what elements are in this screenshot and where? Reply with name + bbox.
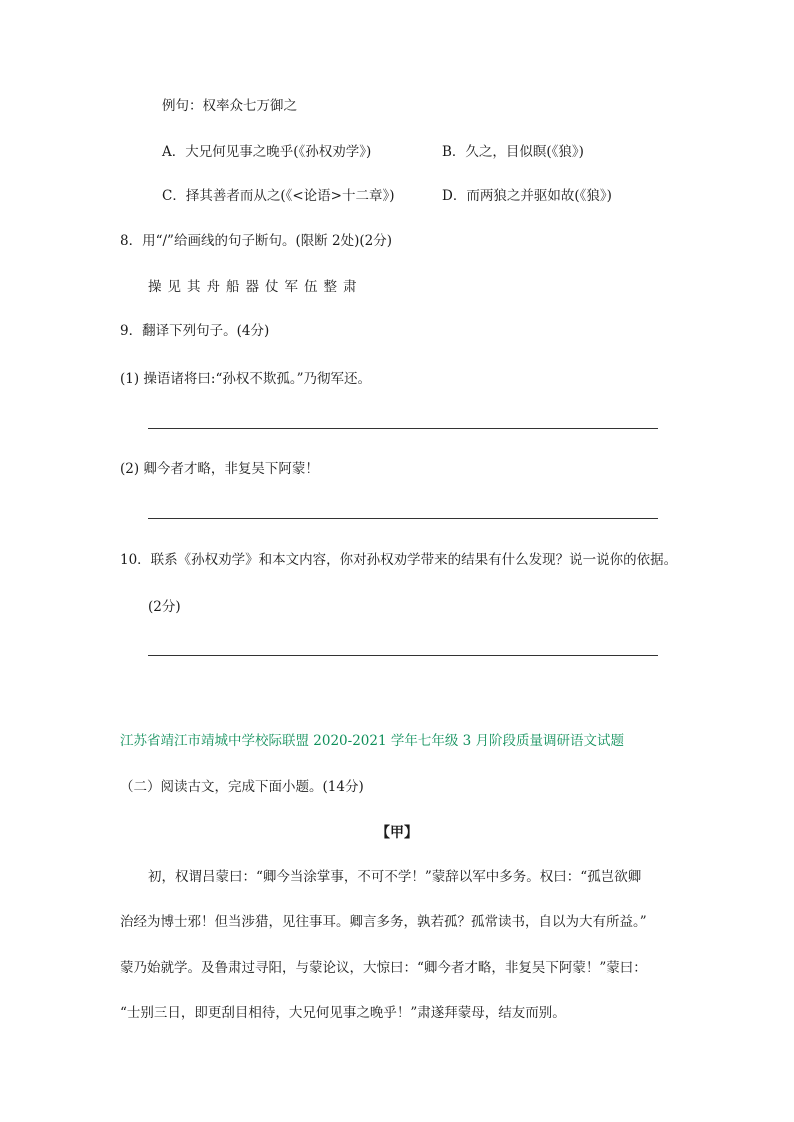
answer-line-3[interactable] <box>148 655 658 656</box>
q7-option-a: A．大兄何见事之晚乎(《孙权劝学》) <box>162 144 372 160</box>
passage-line-1: 初，权谓吕蒙曰：“卿今当涂掌事，不可不学！”蒙辞以军中多务。权曰：“孤岂欲卿 <box>148 869 642 885</box>
q8-sentence: 操见其舟船器仗军伍整肃 <box>148 279 363 295</box>
passage-line-3: 蒙乃始就学。及鲁肃过寻阳，与蒙论议，大惊曰：“卿今者才略，非复吴下阿蒙！”蒙曰： <box>120 960 647 976</box>
answer-line-2[interactable] <box>148 518 658 519</box>
q7-option-b: B．久之，目似瞑(《狼》) <box>442 144 584 160</box>
passage-line-2: 治经为博士邪！但当涉猎，见往事耳。卿言多务，孰若孤？孤常读书，自以为大有所益。” <box>120 914 647 930</box>
q9-item-1: (1) 操语诸将曰:“孙权不欺孤。”乃彻军还。 <box>120 371 372 387</box>
passage-line-4: “士别三日，即更刮目相待，大兄何见事之晚乎！”肃遂拜蒙母，结友而别。 <box>120 1005 566 1021</box>
q7-example: 例句：权率众七万御之 <box>162 98 297 114</box>
q10-prompt: 10．联系《孙权劝学》和本文内容，你对孙权劝学带来的结果有什么发现？说一说你的依据。 <box>120 552 678 568</box>
q8-prompt: 8．用“/”给画线的句子断句。(限断 2处)(2分) <box>120 233 392 249</box>
q10-score: (2分) <box>148 599 181 615</box>
answer-line-1[interactable] <box>148 428 658 429</box>
q7-option-d: D．而两狼之并驱如故(《狼》) <box>442 188 612 204</box>
q9-prompt: 9．翻译下列句子。(4分) <box>120 323 270 339</box>
passage-title: 【甲】 <box>376 825 418 841</box>
section2-instruction: （二）阅读古文，完成下面小题。(14分) <box>120 779 364 795</box>
q7-option-c: C．择其善者而从之(《<论语>十二章》) <box>162 188 395 204</box>
q9-item-2: (2) 卿今者才略，非复吴下阿蒙！ <box>120 461 319 477</box>
source-heading: 江苏省靖江市靖城中学校际联盟 2020-2021 学年七年级 3 月阶段质量调研语文试题 <box>120 733 625 749</box>
